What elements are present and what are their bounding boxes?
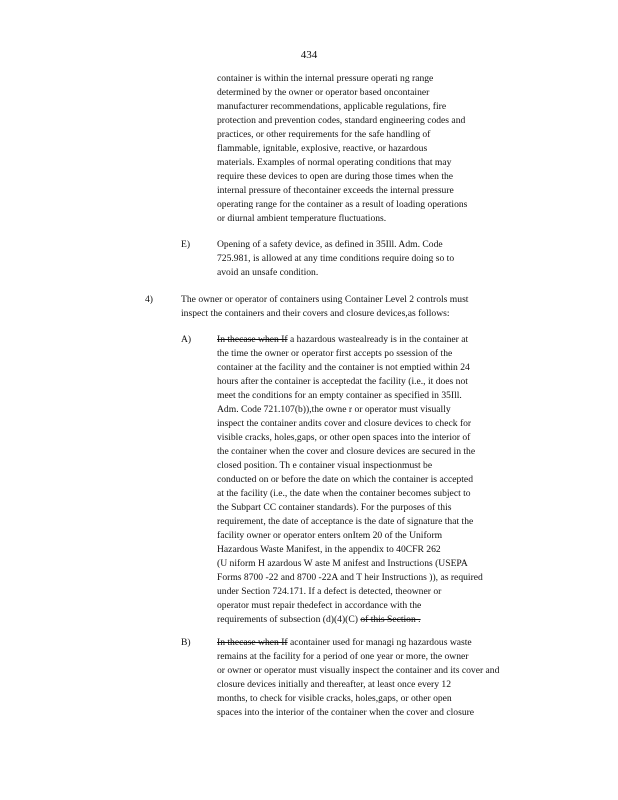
line-text: 725.981, is allowed at any time conditions require doing so to xyxy=(217,253,455,264)
line-text: operator must repair thedefect in accordance with the xyxy=(217,600,422,611)
line-text: acontainer used for managi ng hazardous waste xyxy=(287,637,472,648)
line-text: inspect the container andits cover and closure devices to check for xyxy=(217,418,472,429)
line-text: spaces into the interior of the container when the cover and closure xyxy=(217,707,475,718)
text-line xyxy=(217,375,483,389)
text-line xyxy=(217,678,499,692)
text-line xyxy=(217,100,467,114)
text-line xyxy=(217,128,467,142)
line-text: conducted on or before the date on which the container is accepted xyxy=(217,474,473,485)
line-text: practices, or other requirements for the safe handling of xyxy=(217,129,431,140)
text-line xyxy=(217,266,454,280)
item-e-paragraph xyxy=(217,238,454,280)
item-4-paragraph xyxy=(181,293,468,321)
line-text: or owner or operator must visually inspect the container and its cover and xyxy=(217,665,500,676)
text-line xyxy=(217,184,467,198)
text-line xyxy=(217,650,499,664)
line-text: under Section 724.171. If a defect is detected, theowner or xyxy=(217,586,442,597)
line-text: manufacturer recommendations, applicable regulations, fire xyxy=(217,101,447,112)
text-line xyxy=(217,361,483,375)
struck-text: In thecase when If xyxy=(217,637,288,648)
line-text: meet the conditions for an empty container as specified in 35Ill. xyxy=(217,390,462,401)
text-line xyxy=(217,238,454,252)
page-number: 434 xyxy=(300,49,318,61)
text-line xyxy=(217,571,483,585)
line-text: at the facility (i.e., the date when the container becomes subject to xyxy=(217,488,471,499)
text-line xyxy=(217,212,467,226)
text-line xyxy=(217,431,483,445)
line-text: determined by the owner or operator based oncontainer xyxy=(217,87,430,98)
line-text: Forms 8700 -22 and 8700 -22A and T heir Instructions )), as required xyxy=(217,572,483,583)
line-text: closed position. Th e container visual inspectionmust be xyxy=(217,460,433,471)
text-line xyxy=(181,307,468,321)
line-text: the container when the cover and closure devices are secured in the xyxy=(217,446,476,457)
item-4-marker: 4) xyxy=(145,294,153,305)
item-b-marker: B) xyxy=(181,637,191,648)
line-text: flammable, ignitable, explosive, reactive, or hazardous xyxy=(217,143,428,154)
line-text: internal pressure of thecontainer exceeds the internal pressure xyxy=(217,185,454,196)
line-text: The owner or operator of containers using Container Level 2 controls must xyxy=(181,294,469,305)
line-text: materials. Examples of normal operating conditions that may xyxy=(217,157,452,168)
line-text: inspect the containers and their covers and closure devices,as follows: xyxy=(181,308,450,319)
line-text: hours after the container is acceptedat the facility (i.e., it does not xyxy=(217,376,468,387)
text-line xyxy=(217,445,483,459)
text-line xyxy=(217,515,483,529)
continuation-paragraph xyxy=(217,72,467,226)
line-text: require these devices to open are during those times when the xyxy=(217,171,454,182)
line-text: Adm. Code 721.107(b)),the owne r or operator must visually xyxy=(217,404,451,415)
line-text: the time the owner or operator first accepts po ssession of the xyxy=(217,348,453,359)
item-a-marker: A) xyxy=(181,334,192,345)
line-text: container at the facility and the container is not emptied within 24 xyxy=(217,362,470,373)
text-line xyxy=(217,529,483,543)
line-text: months, to check for visible cracks, holes,gaps, or other open xyxy=(217,693,452,704)
line-text: requirement, the date of acceptance is the date of signature that the xyxy=(217,516,474,527)
text-line xyxy=(217,473,483,487)
text-line xyxy=(217,692,499,706)
text-line xyxy=(217,585,483,599)
text-line xyxy=(217,557,483,571)
item-b-paragraph xyxy=(217,636,499,720)
line-text: requirements of subsection (d)(4)(C) xyxy=(217,614,361,625)
text-line xyxy=(181,293,468,307)
text-line xyxy=(217,664,499,678)
text-line xyxy=(217,86,467,100)
line-text: container is within the internal pressure operati ng range xyxy=(217,73,434,84)
line-text: facility owner or operator enters onItem 20 of the Uniform xyxy=(217,530,443,541)
text-line xyxy=(217,636,499,650)
text-line xyxy=(217,417,483,431)
text-line xyxy=(217,543,483,557)
text-line xyxy=(217,706,499,720)
text-line xyxy=(217,403,483,417)
struck-text: In thecase when If xyxy=(217,334,288,345)
text-line xyxy=(217,198,467,212)
text-line xyxy=(217,459,483,473)
text-line xyxy=(217,156,467,170)
line-text: Opening of a safety device, as defined in 35Ill. Adm. Code xyxy=(217,239,443,250)
line-text: closure devices initially and thereafter, at least once every 12 xyxy=(217,679,452,690)
line-text: remains at the facility for a period of one year or more, the owner xyxy=(217,651,469,662)
item-e-marker: E) xyxy=(181,239,191,250)
text-line xyxy=(217,170,467,184)
text-line xyxy=(217,252,454,266)
struck-text: of this Section . xyxy=(360,614,421,625)
text-line xyxy=(217,72,467,86)
line-text: avoid an unsafe condition. xyxy=(217,267,319,278)
line-text: or diurnal ambient temperature fluctuations. xyxy=(217,213,387,224)
text-line xyxy=(217,613,483,627)
line-text: a hazardous wastealready is in the container at xyxy=(287,334,469,345)
line-text: (U niform H azardous W aste M anifest and Instructions (USEPA xyxy=(217,558,468,569)
line-text: operating range for the container as a result of loading operations xyxy=(217,199,468,210)
text-line xyxy=(217,114,467,128)
text-line xyxy=(217,487,483,501)
text-line xyxy=(217,333,483,347)
line-text: the Subpart CC container standards). For the purposes of this xyxy=(217,502,452,513)
text-line xyxy=(217,599,483,613)
text-line xyxy=(217,142,467,156)
line-text: Hazardous Waste Manifest, in the appendix to 40CFR 262 xyxy=(217,544,441,555)
text-line xyxy=(217,389,483,403)
line-text: visible cracks, holes,gaps, or other open spaces into the interior of xyxy=(217,432,471,443)
text-line xyxy=(217,501,483,515)
text-line xyxy=(217,347,483,361)
item-a-paragraph xyxy=(217,333,483,627)
line-text: protection and prevention codes, standard engineering codes and xyxy=(217,115,466,126)
